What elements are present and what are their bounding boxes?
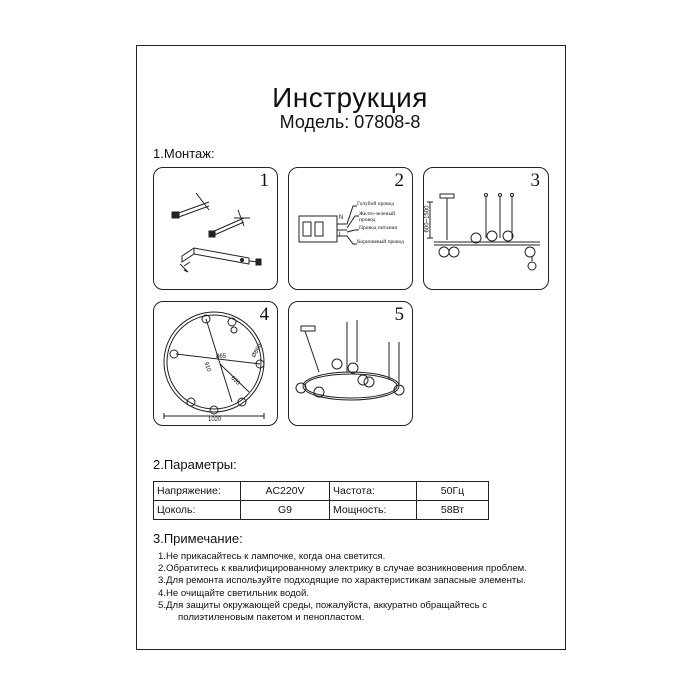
ring-dimensions-drawing	[154, 302, 278, 426]
param-value: 50Гц	[417, 482, 489, 501]
notes-list	[158, 551, 527, 624]
wire-label-blue: Голубой провод	[357, 201, 395, 207]
param-label: Цоколь:	[154, 501, 241, 520]
section-notes-heading: 3.Примечание:	[153, 531, 243, 546]
document-title: Инструкция	[272, 82, 428, 113]
note-item: 1.Не прикасайтесь к лампочке, когда она светится.	[158, 551, 386, 562]
parameters-table	[153, 481, 489, 520]
mount-step-4-panel	[153, 301, 278, 426]
height-adjustment-drawing	[424, 168, 549, 290]
param-label: Мощность:	[330, 501, 417, 520]
height-dimension-label: 600~1500	[424, 205, 431, 233]
ceiling-bracket-screws-drawing	[154, 168, 278, 290]
wire-label-yellow-green: Желто-зеленый провод	[359, 211, 396, 223]
section-mount-heading: 1.Монтаж:	[153, 146, 215, 161]
param-value: G9	[241, 501, 330, 520]
param-value: 58Вт	[417, 501, 489, 520]
table-row	[154, 501, 489, 520]
width-label-1020: 1020	[208, 417, 222, 423]
note-item-continuation: полиэтиленовым пакетом и пенопластом.	[178, 612, 365, 624]
mount-step-3-panel	[423, 167, 549, 290]
step-number: 5	[394, 304, 404, 325]
note-item: 4.Не очищайте светильник водой.	[158, 587, 310, 599]
terminal-l-label: L	[339, 232, 343, 238]
chord-label-865: 865	[216, 354, 227, 360]
step-number: 2	[394, 170, 404, 191]
section-params-heading: 2.Параметры:	[153, 457, 237, 472]
terminal-n-label: N	[339, 215, 344, 221]
chord-label-910: 910	[202, 361, 212, 373]
note-item: 5.Для защиты окружающей среды, пожалуйста, аккуратно обращайтесь с	[158, 599, 488, 611]
mount-step-1-panel	[153, 167, 278, 290]
note-item: 3.Для ремонта используйте подходящие по характеристикам запасные элементы.	[158, 575, 526, 587]
table-row	[154, 482, 489, 501]
param-label: Напряжение:	[154, 482, 241, 501]
wire-label-power: Провод питания	[359, 225, 398, 231]
note-item: 2.Обратитесь к квалифицированному электрику в случае возникновения проблем.	[158, 563, 527, 575]
chord-label-630: 630	[229, 375, 241, 387]
diameter-label: Ø860	[251, 343, 264, 359]
step-number: 4	[259, 304, 269, 325]
mount-step-2-panel	[288, 167, 413, 290]
wire-label-brown: Коричневый провод	[357, 239, 404, 245]
mount-step-5-panel	[288, 301, 413, 426]
param-value: AC220V	[241, 482, 330, 501]
step-number: 1	[259, 170, 269, 191]
step-number: 3	[530, 170, 540, 191]
model-number: Модель: 07808-8	[279, 112, 421, 132]
assembled-fixture-drawing	[289, 302, 413, 426]
param-label: Частота:	[330, 482, 417, 501]
